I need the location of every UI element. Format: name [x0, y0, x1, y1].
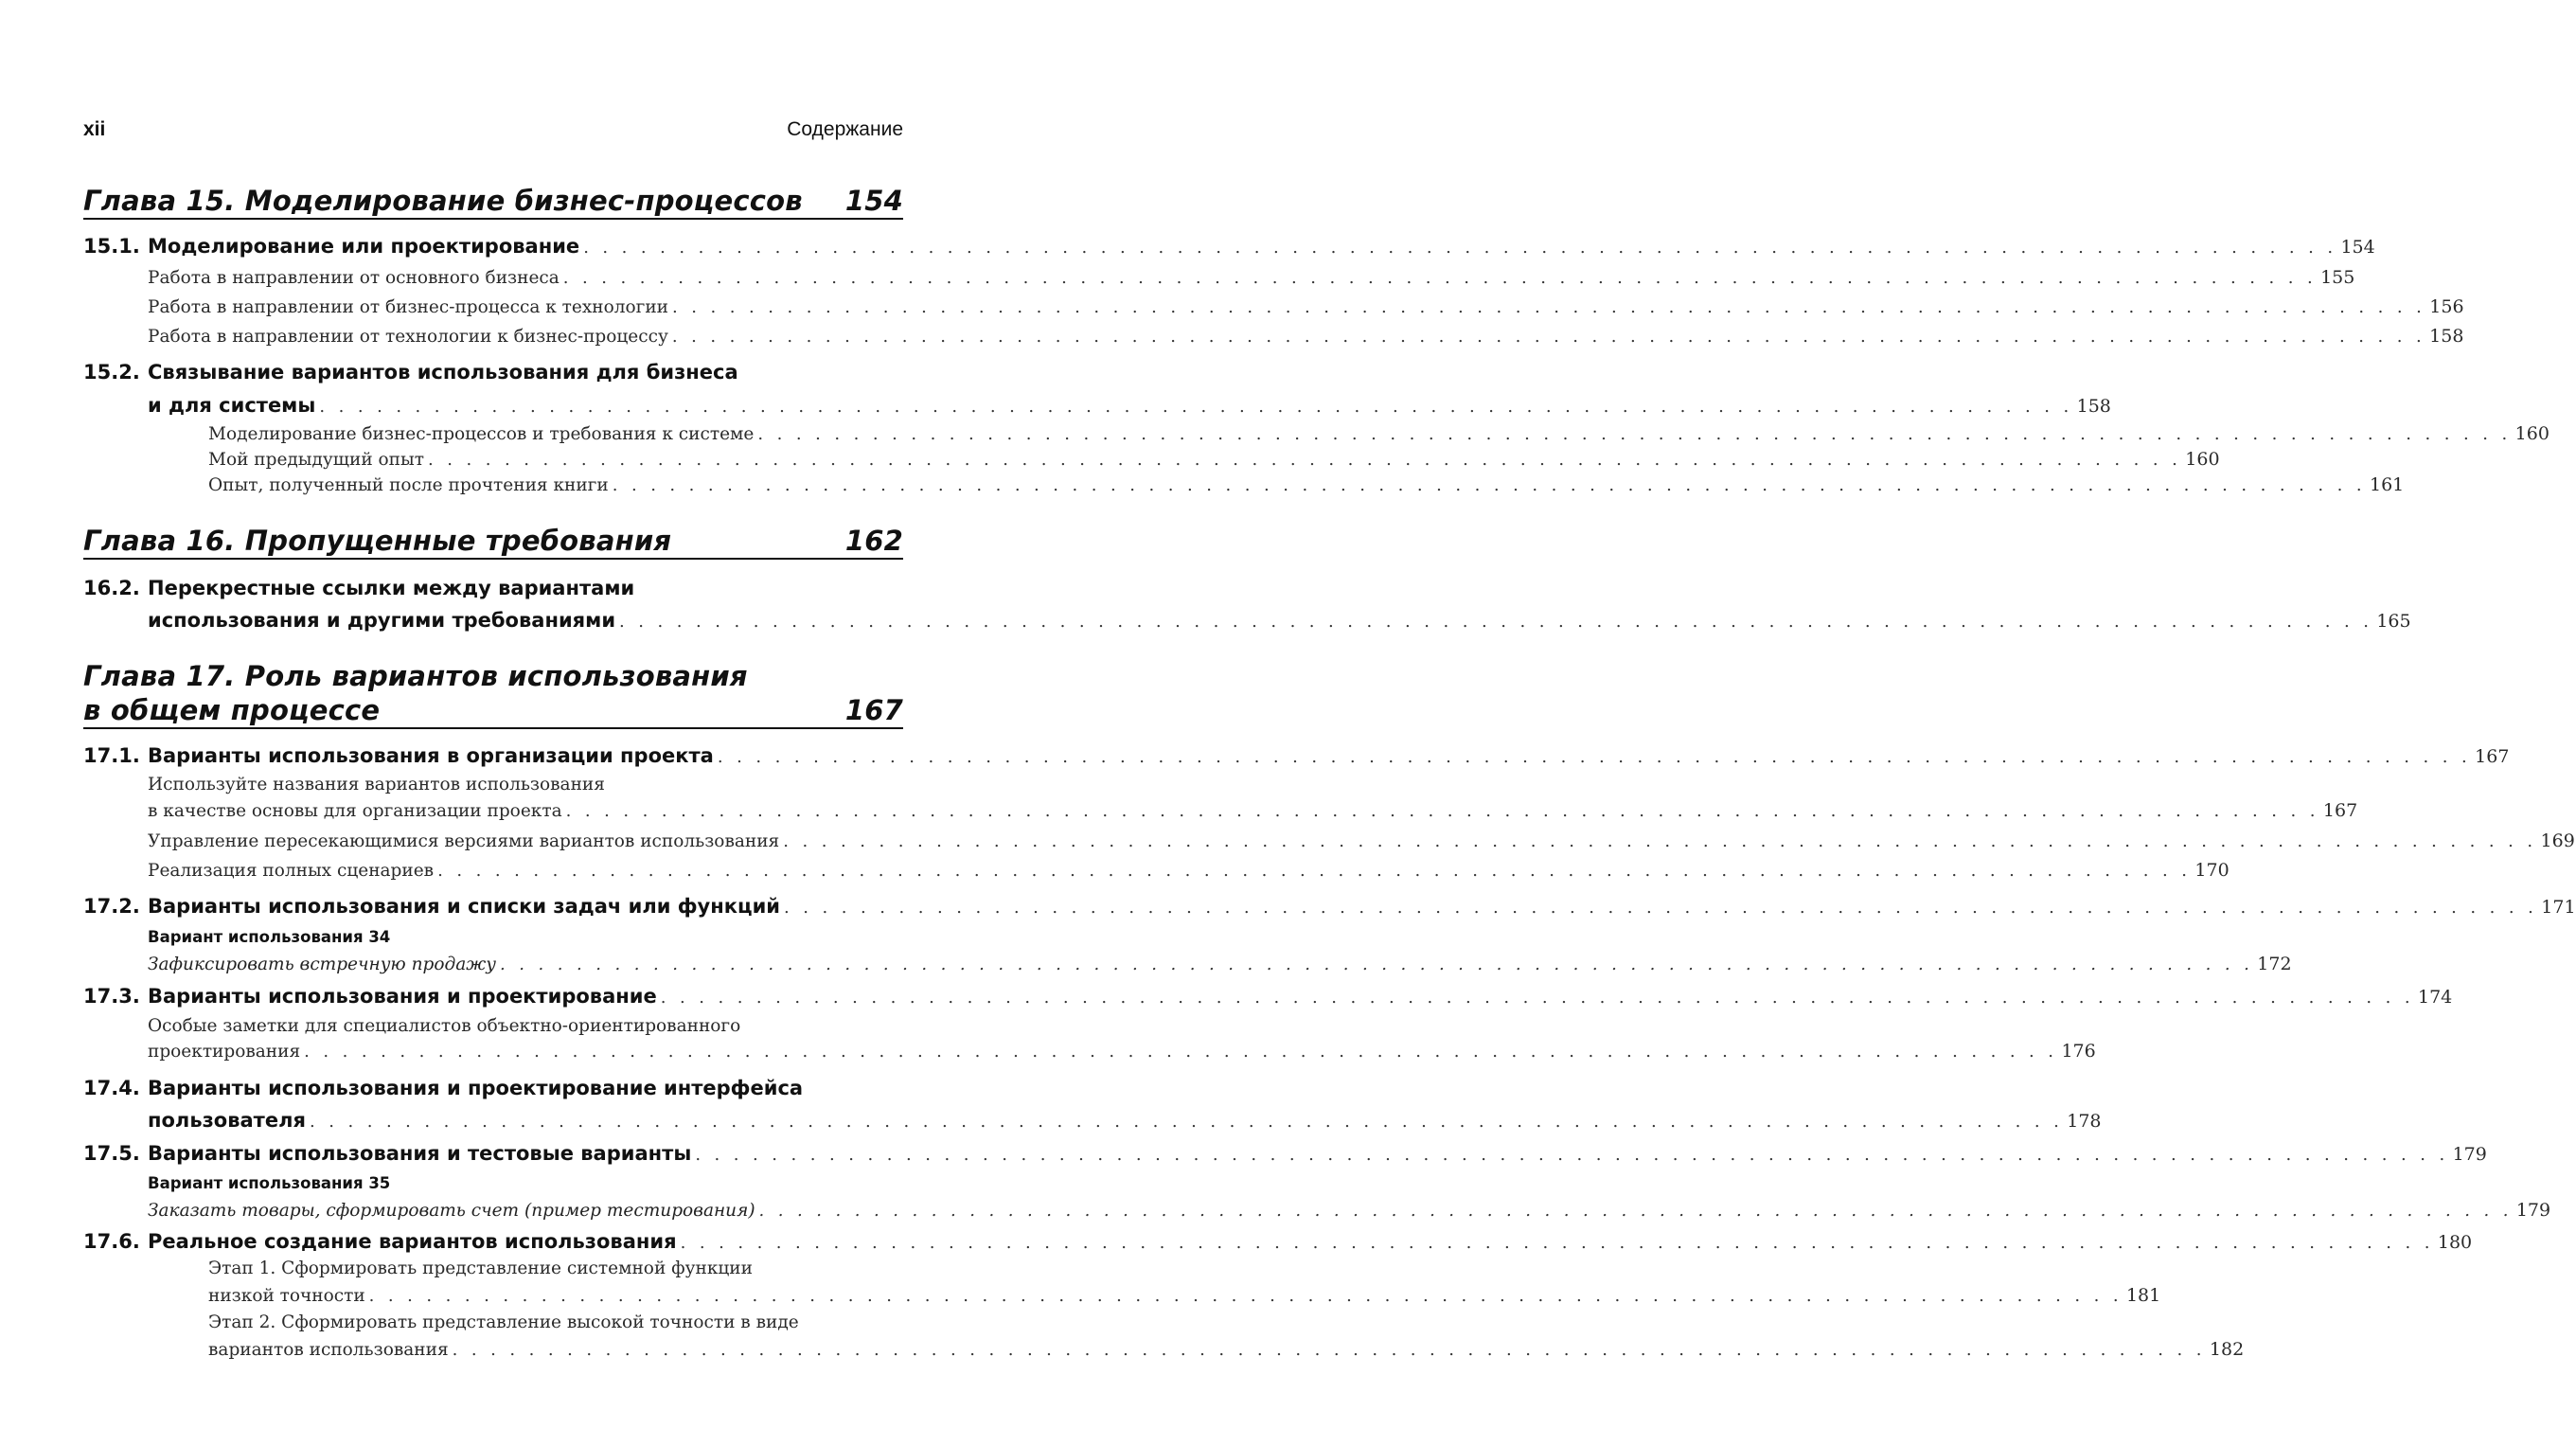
use-case-label[interactable] — [83, 928, 903, 956]
section-title-line1: Варианты использования и проектирование интерфейса — [148, 1077, 804, 1099]
leader-dots: . . . . . . . . . . . . . . . . . . . . . . . . . . . . . . . . . . . . . . . . . . . . . . . . . . . . . . . . . . . . . . . . . . . . . . . . . . . . . . . . . . . . . . . . . . . . — [562, 268, 2318, 288]
toc-entry-17-5[interactable] — [83, 1142, 2487, 1170]
leader-dots: . . . . . . . . . . . . . . . . . . . . . . . . . . . . . . . . . . . . . . . . . . . . . . . . . . . . . . . . . . . . . . . . . . . . . . . . . . . . . . . . . . . . . . . . . . . . — [304, 1042, 2058, 1062]
section-title: Реальное создание вариантов использования — [148, 1230, 677, 1253]
leader-dots: . . . . . . . . . . . . . . . . . . . . . . . . . . . . . . . . . . . . . . . . . . . . . . . . . . . . . . . . . . . . . . . . . . . . . . . . . . . . . . . . . . . . . . . . . . . . — [612, 475, 2366, 495]
section-number: 17.5. — [83, 1142, 140, 1165]
section-title: Варианты использования в организации проекта — [148, 744, 714, 767]
chapter-rule — [83, 558, 903, 560]
section-title-line2: и для системы — [148, 394, 316, 417]
section-number: 17.1. — [83, 744, 140, 767]
chapter-rule — [83, 727, 903, 729]
page-ref: 182 — [2209, 1339, 2245, 1360]
leader-dots: . . . . . . . . . . . . . . . . . . . . . . . . . . . . . . . . . . . . . . . . . . . . . . . . . . . . . . . . . . . . . . . . . . . . . . . . . . . . . . . . . . . . . . . . . . . . — [717, 747, 2472, 767]
page-ref: 167 — [2475, 746, 2510, 767]
leader-dots: . . . . . . . . . . . . . . . . . . . . . . . . . . . . . . . . . . . . . . . . . . . . . . . . . . . . . . . . . . . . . . . . . . . . . . . . . . . . . . . . . . . . . . . . . . . . — [783, 831, 2537, 851]
page-ref: 165 — [2376, 611, 2411, 632]
page-ref: 172 — [2257, 954, 2292, 974]
toc-subentry[interactable] — [83, 1041, 2096, 1069]
section-number: 15.1. — [83, 235, 140, 258]
toc-subentry[interactable] — [83, 1339, 2245, 1367]
use-case-entry[interactable] — [83, 1200, 2551, 1228]
page-ref: 171 — [2541, 897, 2576, 918]
chapter-title: Глава 16. Пропущенные требования — [83, 525, 672, 557]
toc-subentry[interactable] — [83, 1312, 903, 1341]
chapter-page: 154 — [844, 185, 903, 217]
toc-entry-17-3[interactable] — [83, 985, 2453, 1013]
leader-dots: . . . . . . . . . . . . . . . . . . . . . . . . . . . . . . . . . . . . . . . . . . . . . . . . . . . . . . . . . . . . . . . . . . . . . . . . . . . . . . . . . . . . . . . . . . . . — [680, 1233, 2434, 1253]
subentry-title: Работа в направлении от технологии к бизнес-процессу — [148, 327, 668, 347]
leader-dots: . . . . . . . . . . . . . . . . . . . . . . . . . . . . . . . . . . . . . . . . . . . . . . . . . . . . . . . . . . . . . . . . . . . . . . . . . . . . . . . . . . . . . . . . . . . . — [437, 861, 2192, 881]
section-title: Варианты использования и тестовые варианты — [148, 1142, 692, 1165]
subentry-title-line1: Этап 1. Сформировать представление системной функции — [208, 1259, 753, 1278]
toc-subentry[interactable] — [83, 296, 2464, 325]
subentry-title-line1: Этап 2. Сформировать представление высокой точности в виде — [208, 1312, 799, 1332]
use-case-label[interactable] — [83, 1174, 903, 1203]
page-ref: 158 — [2429, 326, 2464, 347]
section-title: Варианты использования и проектирование — [148, 985, 657, 1008]
leader-dots: . . . . . . . . . . . . . . . . . . . . . . . . . . . . . . . . . . . . . . . . . . . . . . . . . . . . . . . . . . . . . . . . . . . . . . . . . . . . . . . . . . . . . . . . . . . . — [695, 1145, 2449, 1165]
subentry-title: Реализация полных сценариев — [148, 861, 435, 881]
page-ref: 160 — [2185, 449, 2220, 470]
page-ref: 178 — [2067, 1111, 2102, 1132]
chapter-title: Глава 15. Моделирование бизнес-процессов — [83, 185, 803, 217]
subentry-title: Управление пересекающимися версиями вариантов использования — [148, 831, 780, 851]
toc-subentry[interactable] — [83, 267, 2355, 295]
section-title-line1: Перекрестные ссылки между вариантами — [148, 577, 635, 599]
leader-dots: . . . . . . . . . . . . . . . . . . . . . . . . . . . . . . . . . . . . . . . . . . . . . . . . . . . . . . . . . . . . . . . . . . . . . . . . . . . . . . . . . . . . . . . . . . . . — [583, 238, 2337, 258]
subentry-title: Опыт, полученный после прочтения книги — [208, 475, 609, 495]
chapter-16-heading[interactable] — [83, 524, 903, 558]
page-ref: 170 — [2194, 860, 2230, 881]
use-case-title: Зафиксировать встречную продажу — [148, 955, 497, 974]
page-ref: 179 — [2515, 1200, 2551, 1221]
toc-entry-15-2-cont[interactable] — [83, 394, 2111, 422]
section-title-line2: пользователя — [148, 1109, 306, 1132]
use-case-entry[interactable] — [83, 954, 2292, 982]
leader-dots: . . . . . . . . . . . . . . . . . . . . . . . . . . . . . . . . . . . . . . . . . . . . . . . . . . . . . . . . . . . . . . . . . . . . . . . . . . . . . . . . . . . . . . . . . . . . — [784, 898, 2538, 918]
section-title: Варианты использования и списки задач или функций — [148, 895, 781, 918]
page-ref: 174 — [2418, 987, 2453, 1008]
subentry-title-line1: Особые заметки для специалистов объектно-ориентированного — [148, 1016, 741, 1036]
page-ref: 167 — [2322, 800, 2358, 821]
section-number: 17.6. — [83, 1230, 140, 1253]
chapter-17-heading[interactable] — [83, 659, 903, 727]
page-ref: 176 — [2061, 1041, 2096, 1062]
subentry-title: Моделирование бизнес-процессов и требования к системе — [208, 424, 755, 444]
section-number: 15.2. — [83, 361, 140, 384]
leader-dots: . . . . . . . . . . . . . . . . . . . . . . . . . . . . . . . . . . . . . . . . . . . . . . . . . . . . . . . . . . . . . . . . . . . . . . . . . . . . . . . . . . . . . . . . . . . . — [671, 327, 2426, 347]
leader-dots: . . . . . . . . . . . . . . . . . . . . . . . . . . . . . . . . . . . . . . . . . . . . . . . . . . . . . . . . . . . . . . . . . . . . . . . . . . . . . . . . . . . . . . . . . . . . — [757, 424, 2512, 444]
leader-dots: . . . . . . . . . . . . . . . . . . . . . . . . . . . . . . . . . . . . . . . . . . . . . . . . . . . . . . . . . . . . . . . . . . . . . . . . . . . . . . . . . . . . . . . . . . . . — [758, 1201, 2513, 1221]
toc-subentry[interactable] — [83, 449, 2220, 477]
toc-entry-16-2-cont[interactable] — [83, 609, 2411, 637]
page-ref: 160 — [2514, 423, 2549, 444]
use-case-title: Заказать товары, сформировать счет (пример тестирования) — [148, 1201, 755, 1221]
page-ref: 155 — [2320, 267, 2355, 288]
chapter-title-line2: в общем процессе — [83, 694, 381, 726]
use-case-number: Вариант использования 35 — [148, 1174, 391, 1192]
section-title: Моделирование или проектирование — [148, 235, 580, 258]
leader-dots: . . . . . . . . . . . . . . . . . . . . . . . . . . . . . . . . . . . . . . . . . . . . . . . . . . . . . . . . . . . . . . . . . . . . . . . . . . . . . . . . . . . . . . . . . . . . — [565, 801, 2319, 821]
page-number-roman: xii — [83, 118, 106, 140]
page-ref: 154 — [2340, 237, 2375, 258]
toc-subentry[interactable] — [83, 474, 2405, 503]
toc-entry-17-6[interactable] — [83, 1230, 2473, 1259]
toc-entry-17-1[interactable] — [83, 744, 2510, 773]
toc-subentry[interactable] — [83, 1259, 903, 1287]
page-ref: 161 — [2369, 474, 2405, 495]
leader-dots: . . . . . . . . . . . . . . . . . . . . . . . . . . . . . . . . . . . . . . . . . . . . . . . . . . . . . . . . . . . . . . . . . . . . . . . . . . . . . . . . . . . . . . . . . . . . — [427, 450, 2182, 470]
leader-dots: . . . . . . . . . . . . . . . . . . . . . . . . . . . . . . . . . . . . . . . . . . . . . . . . . . . . . . . . . . . . . . . . . . . . . . . . . . . . . . . . . . . . . . . . . . . . — [452, 1340, 2206, 1360]
toc-subentry[interactable] — [83, 800, 2358, 829]
leader-dots: . . . . . . . . . . . . . . . . . . . . . . . . . . . . . . . . . . . . . . . . . . . . . . . . . . . . . . . . . . . . . . . . . . . . . . . . . . . . . . . . . . . . . . . . . . . . — [660, 988, 2414, 1008]
toc-entry-17-4[interactable] — [83, 1077, 903, 1105]
chapter-rule — [83, 218, 903, 220]
leader-dots: . . . . . . . . . . . . . . . . . . . . . . . . . . . . . . . . . . . . . . . . . . . . . . . . . . . . . . . . . . . . . . . . . . . . . . . . . . . . . . . . . . . . . . . . . . . . — [319, 397, 2073, 417]
subentry-title-line2: низкой точности — [208, 1286, 365, 1306]
page-ref: 158 — [2076, 396, 2111, 417]
toc-subentry[interactable] — [83, 1285, 2161, 1313]
running-head — [83, 118, 903, 147]
subentry-title-line1: Используйте названия вариантов использования — [148, 775, 605, 794]
subentry-title-line2: проектирования — [148, 1042, 301, 1062]
page-ref: 179 — [2452, 1144, 2487, 1165]
leader-dots: . . . . . . . . . . . . . . . . . . . . . . . . . . . . . . . . . . . . . . . . . . . . . . . . . . . . . . . . . . . . . . . . . . . . . . . . . . . . . . . . . . . . . . . . . . . . — [619, 612, 2373, 632]
leader-dots: . . . . . . . . . . . . . . . . . . . . . . . . . . . . . . . . . . . . . . . . . . . . . . . . . . . . . . . . . . . . . . . . . . . . . . . . . . . . . . . . . . . . . . . . . . . . — [672, 297, 2426, 317]
subentry-title-line2: вариантов использования — [208, 1340, 449, 1360]
running-title: Содержание — [787, 118, 903, 140]
toc-subentry[interactable] — [83, 830, 2575, 859]
section-number: 16.2. — [83, 577, 140, 599]
leader-dots: . . . . . . . . . . . . . . . . . . . . . . . . . . . . . . . . . . . . . . . . . . . . . . . . . . . . . . . . . . . . . . . . . . . . . . . . . . . . . . . . . . . . . . . . . . . . — [309, 1112, 2064, 1132]
page-ref: 180 — [2437, 1232, 2473, 1253]
toc-subentry[interactable] — [83, 423, 2549, 452]
chapter-page: 167 — [844, 694, 903, 726]
toc-subentry[interactable] — [83, 860, 2230, 888]
chapter-title-line1: Глава 17. Роль вариантов использования — [83, 660, 748, 692]
leader-dots: . . . . . . . . . . . . . . . . . . . . . . . . . . . . . . . . . . . . . . . . . . . . . . . . . . . . . . . . . . . . . . . . . . . . . . . . . . . . . . . . . . . . . . . . . . . . — [368, 1286, 2123, 1306]
section-number: 17.4. — [83, 1077, 140, 1099]
chapter-page: 162 — [844, 525, 903, 557]
section-number: 17.2. — [83, 895, 140, 918]
use-case-number: Вариант использования 34 — [148, 928, 391, 946]
leader-dots: . . . . . . . . . . . . . . . . . . . . . . . . . . . . . . . . . . . . . . . . . . . . . . . . . . . . . . . . . . . . . . . . . . . . . . . . . . . . . . . . . . . . . . . . . . . . — [500, 955, 2254, 974]
chapter-15-heading[interactable] — [83, 184, 903, 218]
subentry-title: Работа в направлении от основного бизнеса — [148, 268, 560, 288]
toc-entry-17-4-cont[interactable] — [83, 1109, 2102, 1137]
section-number: 17.3. — [83, 985, 140, 1008]
toc-subentry[interactable] — [83, 326, 2464, 354]
section-title-line1: Связывание вариантов использования для бизнеса — [148, 361, 738, 384]
page-ref: 156 — [2429, 296, 2464, 317]
subentry-title: Мой предыдущий опыт — [208, 450, 424, 470]
toc-entry-15-1[interactable] — [83, 235, 2375, 263]
section-title-line2: использования и другими требованиями — [148, 609, 616, 632]
toc-entry-16-2[interactable] — [83, 577, 903, 605]
subentry-title-line2: в качестве основы для организации проекта — [148, 801, 562, 821]
toc-subentry[interactable] — [83, 775, 903, 803]
page-ref: 169 — [2540, 830, 2575, 851]
toc-entry-15-2[interactable] — [83, 361, 903, 389]
toc-entry-17-2[interactable] — [83, 895, 2576, 923]
subentry-title: Работа в направлении от бизнес-процесса к технологии — [148, 297, 669, 317]
page-ref: 181 — [2125, 1285, 2161, 1306]
